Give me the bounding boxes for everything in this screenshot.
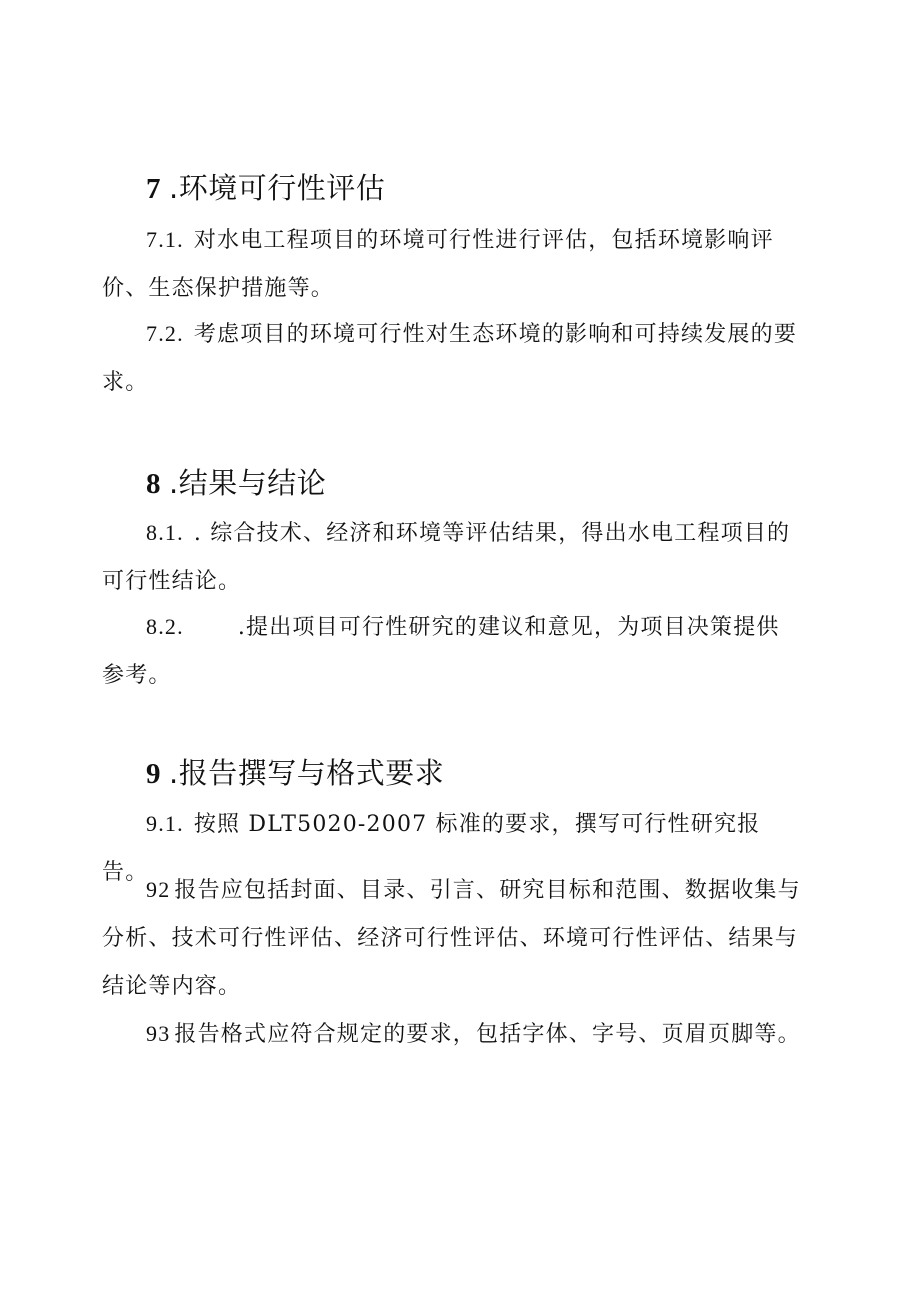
section-title: .报告撰写与格式要求 [169,756,445,790]
paragraph-7-1 [102,216,802,313]
item-number: 8.2. [146,614,184,639]
section-title: .结果与结论 [169,466,327,500]
section-7-heading [146,168,385,209]
item-text: 按照 DLT5020-2007 标准的要求，撰写可行性研究报告。 [102,812,761,885]
paragraph-7-2 [102,310,802,407]
item-number: 7.2. [146,321,184,346]
section-number: 7 [146,173,161,205]
section-number: 8 [146,468,161,500]
section-number: 9 [146,758,161,790]
section-title: .环境可行性评估 [169,171,386,205]
item-number: 9.1. [146,811,184,836]
item-text: . 综合技术、经济和环境等评估结果，得出水电工程项目的可行性结论。 [102,521,791,594]
item-text: 报告应包括封面、目录、引言、研究目标和范围、数据收集与分析、技术可行性评估、经济可行性评估、环境可行性评估、结果与结论等内容。 [102,878,801,999]
section-8-heading [146,463,326,504]
item-text: 报告格式应符合规定的要求，包括字体、字号、页眉页脚等。 [174,1022,801,1047]
item-text: .提出项目可行性研究的建议和意见，为项目决策提供参考。 [102,615,780,688]
item-text: 考虑项目的环境可行性对生态环境的影响和可持续发展的要求。 [102,322,798,395]
paragraph-8-2 [102,603,802,700]
item-number: 92 [146,877,171,902]
item-number: 8.1. [146,520,184,545]
paragraph-8-1 [102,509,802,606]
section-9-heading [146,753,444,794]
item-text: 对水电工程项目的环境可行性进行评估，包括环境影响评价、生态保护措施等。 [102,228,774,301]
paragraph-9-3 [102,1010,802,1059]
item-number: 7.1. [146,227,184,252]
paragraph-9-2 [102,866,802,1011]
item-number: 93 [146,1021,171,1046]
